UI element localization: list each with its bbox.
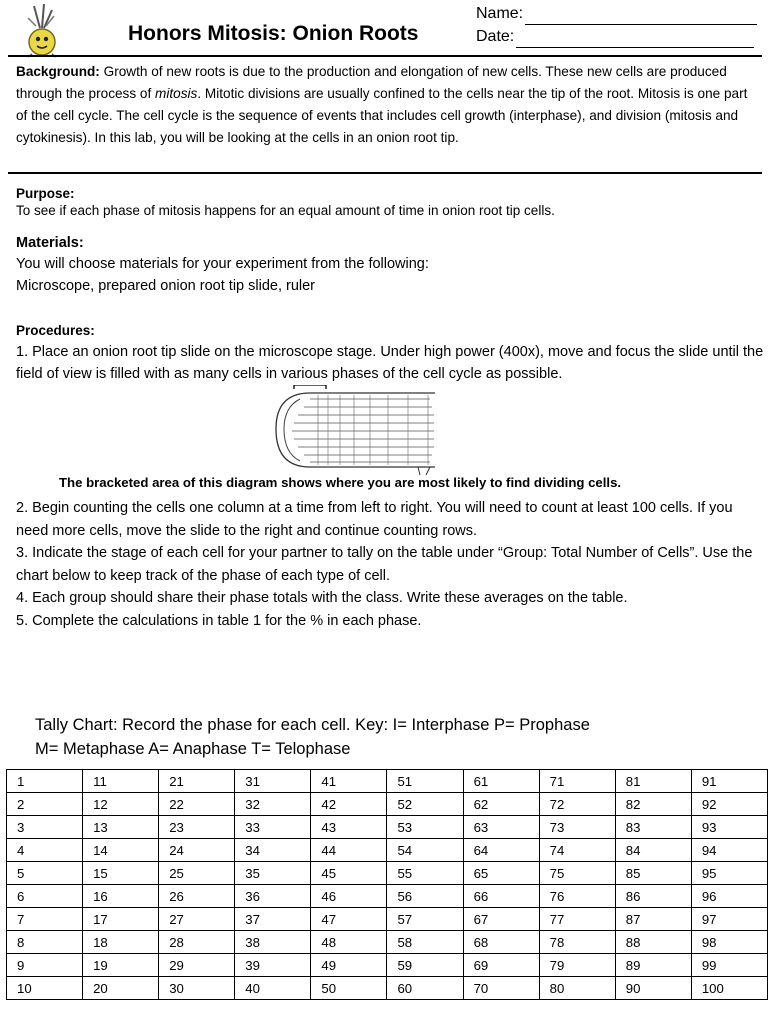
tally-cell[interactable]: 42 xyxy=(311,793,387,816)
tally-cell[interactable]: 20 xyxy=(83,977,159,1000)
tally-instructions-line-2: M= Metaphase A= Anaphase T= Telophase xyxy=(35,740,351,758)
tally-cell[interactable]: 22 xyxy=(159,793,235,816)
tally-cell[interactable]: 59 xyxy=(387,954,463,977)
background-text-2: . Mitotic divisions are usually confined to the cells near the tip of the root. Mitosis is one part of the cell cycle. The cell cycle is the sequence of events that includes cell growth (interphase), and division (mitosis and cytokinesis). In this lab, you will be looking at the cells in an onion root tip. xyxy=(16,86,748,145)
onion-mascot-icon xyxy=(20,4,64,58)
tally-cell[interactable]: 37 xyxy=(235,908,311,931)
worksheet-title: Honors Mitosis: Onion Roots xyxy=(128,22,419,45)
procedures-section xyxy=(16,321,766,385)
tally-cell[interactable]: 99 xyxy=(691,954,767,977)
tally-cell[interactable]: 81 xyxy=(615,770,691,793)
date-blank-line[interactable] xyxy=(516,30,754,48)
tally-row xyxy=(7,862,768,885)
tally-cell[interactable]: 29 xyxy=(159,954,235,977)
procedure-steps xyxy=(16,497,766,632)
tally-cell[interactable]: 8 xyxy=(7,931,83,954)
tally-row xyxy=(7,816,768,839)
tally-cell[interactable]: 2 xyxy=(7,793,83,816)
background-italic-term: mitosis xyxy=(155,86,198,101)
tally-row xyxy=(7,793,768,816)
procedure-step-5: 5. Complete the calculations in table 1 for the % in each phase. xyxy=(16,612,422,629)
tally-row xyxy=(7,954,768,977)
tally-cell[interactable]: 6 xyxy=(7,885,83,908)
tally-cell[interactable]: 93 xyxy=(691,816,767,839)
name-blank-line[interactable] xyxy=(525,7,757,25)
tally-cell[interactable]: 89 xyxy=(615,954,691,977)
tally-cell[interactable]: 18 xyxy=(83,931,159,954)
tally-cell[interactable]: 55 xyxy=(387,862,463,885)
tally-cell[interactable]: 76 xyxy=(539,885,615,908)
tally-cell[interactable]: 69 xyxy=(463,954,539,977)
background-paragraph xyxy=(16,61,762,149)
materials-line-2: Microscope, prepared onion root tip slide, ruler xyxy=(16,278,316,294)
tally-cell[interactable]: 85 xyxy=(615,862,691,885)
tally-cell[interactable]: 54 xyxy=(387,839,463,862)
tally-cell[interactable]: 44 xyxy=(311,839,387,862)
tally-cell[interactable]: 25 xyxy=(159,862,235,885)
tally-cell[interactable]: 52 xyxy=(387,793,463,816)
background-label: Background: xyxy=(16,64,100,79)
tally-cell[interactable]: 26 xyxy=(159,885,235,908)
tally-cell[interactable]: 74 xyxy=(539,839,615,862)
date-label: Date: xyxy=(476,28,515,45)
tally-cell[interactable]: 57 xyxy=(387,908,463,931)
name-field-row xyxy=(476,2,757,25)
tally-cell[interactable]: 65 xyxy=(463,862,539,885)
materials-label: Materials: xyxy=(16,235,84,251)
tally-cell[interactable]: 7 xyxy=(7,908,83,931)
tally-cell[interactable]: 71 xyxy=(539,770,615,793)
tally-cell[interactable]: 1 xyxy=(7,770,83,793)
tally-cell[interactable]: 60 xyxy=(387,977,463,1000)
tally-cell[interactable]: 66 xyxy=(463,885,539,908)
tally-cell[interactable]: 34 xyxy=(235,839,311,862)
tally-cell[interactable]: 83 xyxy=(615,816,691,839)
header-divider xyxy=(8,55,762,57)
tally-cell[interactable]: 68 xyxy=(463,931,539,954)
tally-cell[interactable]: 9 xyxy=(7,954,83,977)
tally-cell[interactable]: 73 xyxy=(539,816,615,839)
tally-cell[interactable]: 50 xyxy=(311,977,387,1000)
tally-cell[interactable]: 100 xyxy=(691,977,767,1000)
tally-cell[interactable]: 88 xyxy=(615,931,691,954)
procedure-step-3: 3. Indicate the stage of each cell for your partner to tally on the table under “Group: Total Number of Cells”. Use the chart below to keep track of the phase of each type of cell. xyxy=(16,545,753,584)
materials-section xyxy=(16,233,764,297)
tally-row xyxy=(7,931,768,954)
procedure-step-4: 4. Each group should share their phase totals with the class. Write these averages on the table. xyxy=(16,590,628,606)
tally-cell[interactable]: 35 xyxy=(235,862,311,885)
tally-cell[interactable]: 72 xyxy=(539,793,615,816)
tally-row xyxy=(7,839,768,862)
tally-cell[interactable]: 53 xyxy=(387,816,463,839)
tally-cell[interactable]: 17 xyxy=(83,908,159,931)
tally-cell[interactable]: 4 xyxy=(7,839,83,862)
tally-cell[interactable]: 43 xyxy=(311,816,387,839)
tally-cell[interactable]: 79 xyxy=(539,954,615,977)
tally-cell[interactable]: 47 xyxy=(311,908,387,931)
tally-cell[interactable]: 30 xyxy=(159,977,235,1000)
tally-cell[interactable]: 90 xyxy=(615,977,691,1000)
tally-cell[interactable]: 78 xyxy=(539,931,615,954)
tally-chart-table xyxy=(6,769,768,1000)
tally-cell[interactable]: 97 xyxy=(691,908,767,931)
tally-row xyxy=(7,885,768,908)
date-field-row xyxy=(476,25,757,48)
tally-cell[interactable]: 11 xyxy=(83,770,159,793)
tally-cell[interactable]: 84 xyxy=(615,839,691,862)
tally-cell[interactable]: 19 xyxy=(83,954,159,977)
tally-cell[interactable]: 24 xyxy=(159,839,235,862)
procedure-step-2: 2. Begin counting the cells one column at a time from left to right. You will need to count at least 100 cells. If you need more cells, move the slide to the right and continue counting rows. xyxy=(16,500,733,539)
onion-root-tip-diagram xyxy=(270,385,440,477)
procedures-label: Procedures: xyxy=(16,323,95,338)
tally-cell[interactable]: 51 xyxy=(387,770,463,793)
tally-cell[interactable]: 31 xyxy=(235,770,311,793)
tally-cell[interactable]: 64 xyxy=(463,839,539,862)
tally-cell[interactable]: 58 xyxy=(387,931,463,954)
tally-cell[interactable]: 91 xyxy=(691,770,767,793)
tally-cell[interactable]: 46 xyxy=(311,885,387,908)
tally-cell[interactable]: 92 xyxy=(691,793,767,816)
tally-cell[interactable]: 40 xyxy=(235,977,311,1000)
tally-cell[interactable]: 12 xyxy=(83,793,159,816)
background-text-1: Growth of new roots is due to the production and elongation of new cells. These new cells are produced through the process of xyxy=(16,64,727,101)
tally-cell[interactable]: 21 xyxy=(159,770,235,793)
tally-cell[interactable]: 80 xyxy=(539,977,615,1000)
tally-cell[interactable]: 70 xyxy=(463,977,539,1000)
tally-cell[interactable]: 87 xyxy=(615,908,691,931)
tally-cell[interactable]: 98 xyxy=(691,931,767,954)
tally-cell[interactable]: 61 xyxy=(463,770,539,793)
tally-cell[interactable]: 36 xyxy=(235,885,311,908)
tally-cell[interactable]: 45 xyxy=(311,862,387,885)
tally-row xyxy=(7,770,768,793)
tally-cell[interactable]: 14 xyxy=(83,839,159,862)
tally-cell[interactable]: 10 xyxy=(7,977,83,1000)
tally-cell[interactable]: 62 xyxy=(463,793,539,816)
procedure-step-1: 1. Place an onion root tip slide on the microscope stage. Under high power (400x), move and focus the slide until the field of view is filled with as many cells in various phases of the cell cycle as possible. xyxy=(16,344,764,382)
tally-cell[interactable]: 95 xyxy=(691,862,767,885)
tally-cell[interactable]: 5 xyxy=(7,862,83,885)
purpose-section xyxy=(16,186,764,221)
tally-cell[interactable]: 56 xyxy=(387,885,463,908)
tally-row xyxy=(7,977,768,1000)
purpose-label: Purpose: xyxy=(16,186,75,201)
tally-cell[interactable]: 67 xyxy=(463,908,539,931)
tally-cell[interactable]: 86 xyxy=(615,885,691,908)
diagram-caption: The bracketed area of this diagram shows where you are most likely to find dividing cells. xyxy=(59,475,622,490)
tally-cell[interactable]: 96 xyxy=(691,885,767,908)
tally-cell[interactable]: 41 xyxy=(311,770,387,793)
tally-cell[interactable]: 82 xyxy=(615,793,691,816)
tally-cell[interactable]: 3 xyxy=(7,816,83,839)
materials-line-1: You will choose materials for your experiment from the following: xyxy=(16,256,429,272)
tally-cell[interactable]: 39 xyxy=(235,954,311,977)
tally-cell[interactable]: 77 xyxy=(539,908,615,931)
name-date-block xyxy=(476,2,757,48)
tally-cell[interactable]: 94 xyxy=(691,839,767,862)
tally-instructions-line-1: Tally Chart: Record the phase for each cell. Key: I= Interphase P= Prophase xyxy=(35,716,590,734)
tally-cell[interactable]: 27 xyxy=(159,908,235,931)
background-divider xyxy=(8,172,762,174)
tally-cell[interactable]: 13 xyxy=(83,816,159,839)
tally-cell[interactable]: 48 xyxy=(311,931,387,954)
tally-cell[interactable]: 33 xyxy=(235,816,311,839)
tally-cell[interactable]: 16 xyxy=(83,885,159,908)
tally-cell[interactable]: 23 xyxy=(159,816,235,839)
tally-cell[interactable]: 63 xyxy=(463,816,539,839)
tally-cell[interactable]: 15 xyxy=(83,862,159,885)
tally-cell[interactable]: 49 xyxy=(311,954,387,977)
purpose-text: To see if each phase of mitosis happens for an equal amount of time in onion root tip cells. xyxy=(16,203,555,218)
tally-cell[interactable]: 32 xyxy=(235,793,311,816)
tally-row xyxy=(7,908,768,931)
tally-instructions xyxy=(35,713,590,761)
tally-cell[interactable]: 38 xyxy=(235,931,311,954)
tally-cell[interactable]: 28 xyxy=(159,931,235,954)
tally-cell[interactable]: 75 xyxy=(539,862,615,885)
name-label: Name: xyxy=(476,5,524,22)
